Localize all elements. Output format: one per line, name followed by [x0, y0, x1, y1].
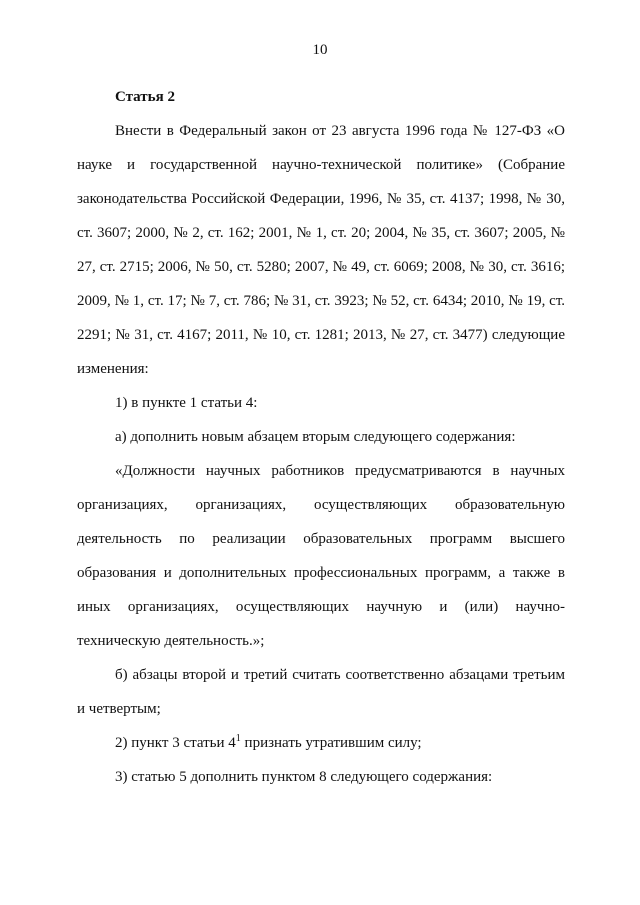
paragraph-item-1a: а) дополнить новым абзацем вторым следующего содержания:: [115, 429, 516, 445]
item-2-superscript: 1: [235, 733, 241, 744]
document-body: [77, 80, 565, 794]
article-heading: Статья 2: [115, 89, 175, 105]
page-number: 10: [312, 42, 328, 58]
paragraph-item-2: [77, 726, 565, 760]
paragraph-item-1b: б) абзацы второй и третий считать соответственно абзацами третьим и четвертым;: [77, 667, 565, 717]
item-2-text-start: 2) пункт 3 статьи 4: [115, 735, 236, 751]
paragraph-item-1: 1) в пункте 1 статьи 4:: [115, 395, 258, 411]
item-2-text-end: признать утратившим силу;: [240, 735, 422, 751]
paragraph-intro: Внести в Федеральный закон от 23 августа 1996 года № 127-ФЗ «О науке и государственной научно-технической политике» (Собрание законодательства Российской Федерации, 1996, № 35, ст. 4137; 1998, № 30, ст. 3607; 2000, № 2, ст. 162; 2001, № 1, ст. 20; 2004, № 35, ст. 3607; 2005, № 27, ст. 2715; 2006, № 50, ст. 5280; 2007, № 49, ст. 6069; 2008, № 30, ст. 3616; 2009, № 1, ст. 17; № 7, ст. 786; № 31, ст. 3923; № 52, ст. 6434; 2010, № 19, ст. 2291; № 31, ст. 4167; 2011, № 10, ст. 1281; 2013, № 27, ст. 3477) следующие изменения:: [77, 123, 565, 377]
paragraph-item-3: 3) статью 5 дополнить пунктом 8 следующего содержания:: [115, 769, 493, 785]
paragraph-quote: «Должности научных работников предусматриваются в научных организациях, организациях, осуществляющих образовательную деятельность по реализации образовательных программ высшего образования и дополнительных профессиональных программ, а также в иных организациях, осуществляющих научную и (или) научно-техническую деятельность.»;: [77, 463, 565, 649]
